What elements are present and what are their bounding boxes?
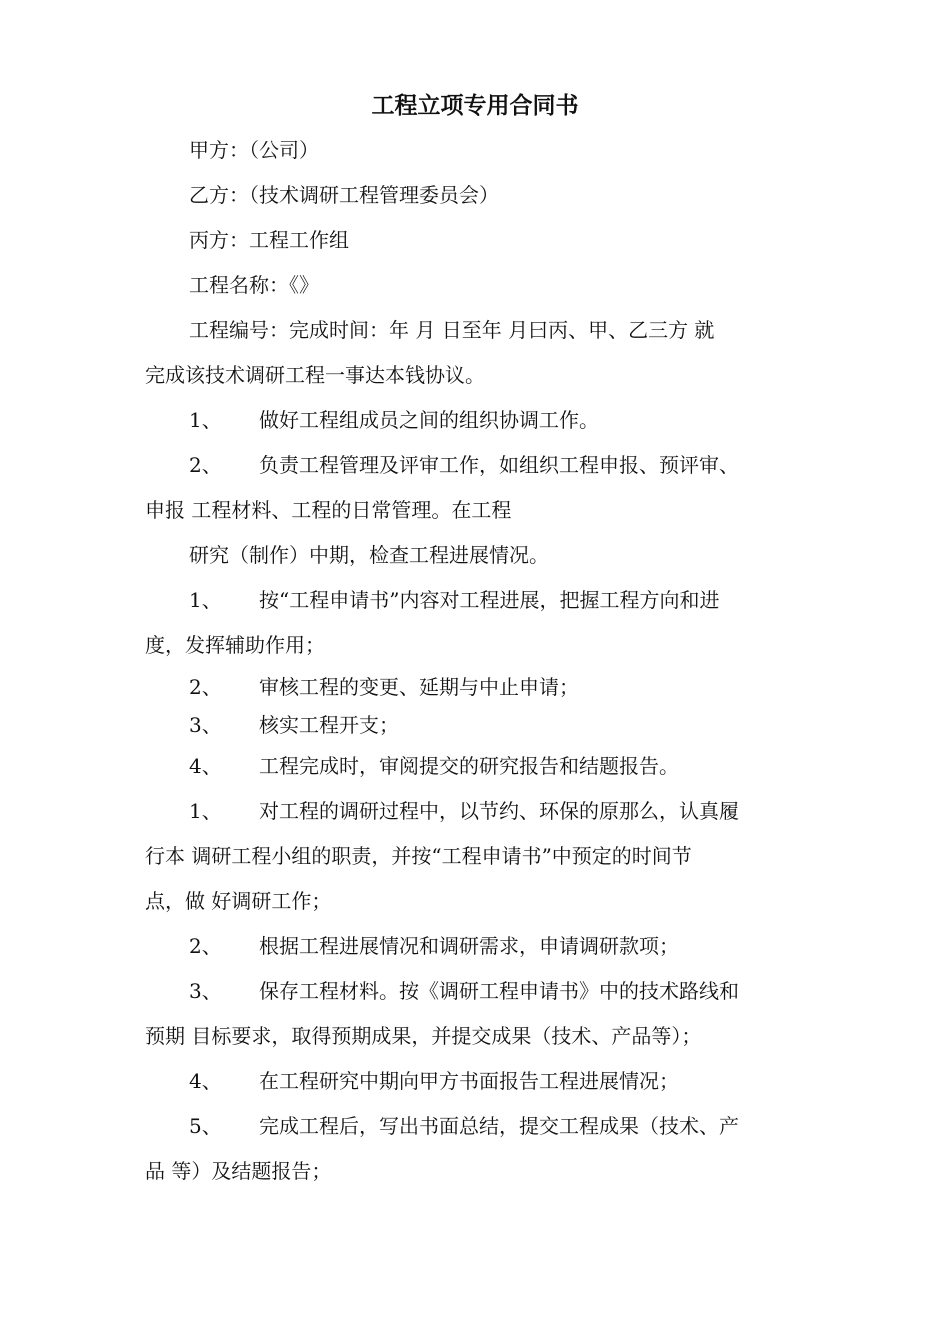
item-text: 对工程的调研过程中，以节约、环保的原那么，认真履: [259, 799, 739, 823]
list-item: [145, 744, 810, 789]
item-number: 1、: [189, 799, 222, 823]
party-b: 乙方：（技术调研工程管理委员会）: [189, 183, 499, 207]
project-number-line: 工程编号：完成时间：年 月 日至年 月曰丙、甲、乙三方 就: [189, 318, 715, 342]
list-item: [145, 668, 810, 706]
list-item: [145, 1104, 810, 1149]
list-item: [145, 1059, 810, 1104]
item-number: 3、: [189, 979, 222, 1003]
list-item: [145, 443, 810, 488]
item-number: 2、: [189, 934, 222, 958]
item-text: 根据工程进展情况和调研需求，申请调研款项；: [259, 934, 679, 958]
list-item: [145, 789, 810, 834]
item-continuation: 行本 调研工程小组的职责，并按“工程申请书”中预定的时间节: [145, 844, 692, 868]
project-number-continuation: 完成该技术调研工程一事达本钱协议。: [145, 363, 485, 387]
item-number: 5、: [189, 1114, 222, 1138]
party-c: 丙方：工程工作组: [189, 228, 349, 252]
item-text: 在工程研究中期向甲方书面报告工程进展情况；: [259, 1069, 679, 1093]
list-item: [145, 924, 810, 969]
item-number: 4、: [189, 1069, 222, 1093]
list-item: [145, 706, 810, 744]
item-text: 保存工程材料。按《调研工程申请书》中的技术路线和: [259, 979, 739, 1003]
item-continuation: 预期 目标要求，取得预期成果，并提交成果（技术、产品等）；: [145, 1024, 702, 1048]
item-continuation: 度，发挥辅助作用；: [145, 633, 325, 657]
item-number: 3、: [189, 713, 222, 737]
document-title: 工程立项专用合同书: [371, 93, 579, 119]
list-item: [145, 578, 810, 623]
item-text: 负责工程管理及评审工作，如组织工程申报、预评审、: [259, 453, 739, 477]
party-a: 甲方：（公司）: [189, 138, 319, 162]
list-item: [145, 969, 810, 1014]
midterm-heading: 研究（制作）中期，检查工程进展情况。: [189, 543, 549, 567]
item-text: 做好工程组成员之间的组织协调工作。: [259, 408, 599, 432]
item-continuation: 品 等）及结题报告；: [145, 1159, 332, 1183]
item-number: 2、: [189, 453, 222, 477]
item-number: 1、: [189, 588, 222, 612]
item-continuation: 点，做 好调研工作；: [145, 889, 332, 913]
item-text: 按“工程申请书”内容对工程进展，把握工程方向和进: [259, 588, 720, 612]
item-number: 2、: [189, 675, 222, 699]
document-body: [145, 128, 810, 1194]
item-text: 核实工程开支；: [259, 713, 399, 737]
item-number: 4、: [189, 754, 222, 778]
item-text: 审核工程的变更、延期与中止申请；: [259, 675, 579, 699]
item-number: 1、: [189, 408, 222, 432]
item-text: 完成工程后，写出书面总结，提交工程成果（技术、产: [259, 1114, 739, 1138]
project-name: 工程名称：《》: [189, 273, 319, 297]
item-continuation: 申报 工程材料、工程的日常管理。在工程: [145, 498, 512, 522]
list-item: [145, 398, 810, 443]
item-text: 工程完成时，审阅提交的研究报告和结题报告。: [259, 754, 679, 778]
